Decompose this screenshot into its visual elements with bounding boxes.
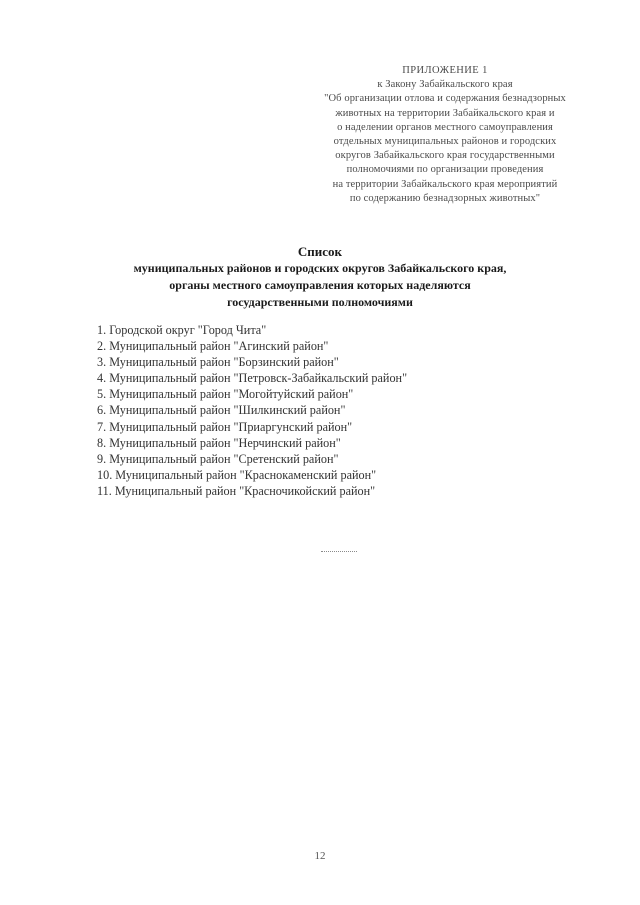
- title-line: государственными полномочиями: [227, 295, 413, 309]
- appendix-line: на территории Забайкальского края мероприятий: [332, 178, 558, 190]
- end-divider: [321, 551, 357, 553]
- appendix-header: [290, 64, 600, 206]
- appendix-line: "Об организации отлова и содержания безнадзорных: [324, 93, 566, 105]
- list-item: 11. Муниципальный район "Красночикойский район": [97, 483, 376, 498]
- list-item: 5. Муниципальный район "Могойтуйский район": [97, 387, 354, 402]
- list-item: 8. Муниципальный район "Нерчинский район": [97, 435, 341, 450]
- list-item: 9. Муниципальный район "Сретенский район": [97, 451, 339, 466]
- list-item: 3. Муниципальный район "Борзинский район": [97, 355, 339, 370]
- appendix-line: животных на территории Забайкальского края и: [335, 107, 555, 119]
- page-number: 12: [314, 850, 326, 862]
- document-title: [90, 243, 550, 311]
- appendix-heading: ПРИЛОЖЕНИЕ 1: [402, 65, 488, 76]
- list-item: 6. Муниципальный район "Шилкинский район": [97, 403, 346, 418]
- list-item: 4. Муниципальный район "Петровск-Забайкальский район": [97, 371, 408, 386]
- list-item: 10. Муниципальный район "Краснокаменский район": [97, 467, 377, 482]
- title-line: органы местного самоуправления которых наделяются: [169, 278, 471, 292]
- appendix-line: о наделении органов местного самоуправления: [337, 121, 553, 133]
- list-item: 7. Муниципальный район "Приаргунский район": [97, 419, 353, 434]
- title-line: муниципальных районов и городских округов Забайкальского края,: [133, 261, 507, 275]
- title-line: Список: [297, 244, 343, 259]
- districts-list: [97, 322, 537, 499]
- list-item: 2. Муниципальный район "Агинский район": [97, 339, 329, 354]
- appendix-line: округов Забайкальского края государственными: [335, 150, 555, 162]
- appendix-line: по содержанию безнадзорных животных": [349, 192, 541, 204]
- appendix-line: полномочиями по организации проведения: [346, 164, 544, 176]
- appendix-line: к Закону Забайкальского края: [377, 79, 513, 91]
- appendix-line: отдельных муниципальных районов и городских: [333, 136, 557, 148]
- list-item: 1. Городской округ "Город Чита": [97, 323, 267, 337]
